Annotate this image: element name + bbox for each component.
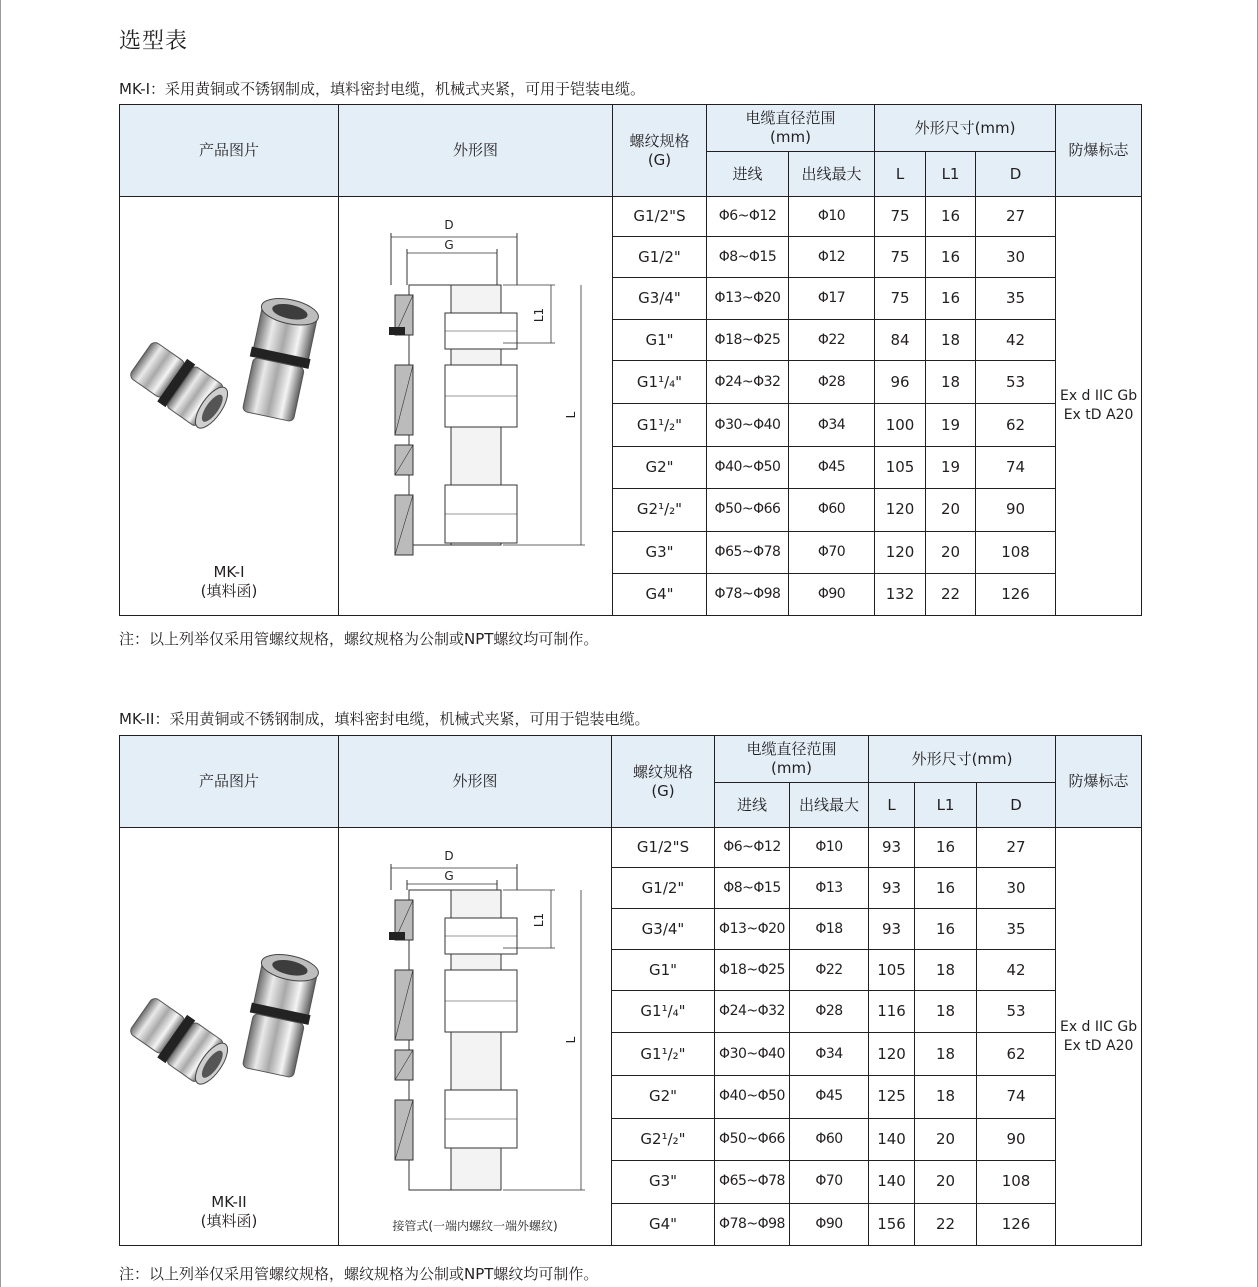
- cell-L: 120: [869, 1033, 915, 1075]
- header-L1: L1: [915, 783, 977, 828]
- cell-thread: G1/2"S: [613, 197, 707, 237]
- cell-L1: 19: [926, 446, 976, 488]
- cell-thread: G1/2": [612, 868, 715, 909]
- outline-drawing: [339, 197, 613, 615]
- cell-cable-in: Φ24~Φ32: [715, 991, 790, 1033]
- cell-thread: G3": [612, 1160, 715, 1203]
- cell-L1: 22: [926, 573, 976, 615]
- cell-L1: 18: [926, 320, 976, 361]
- cell-thread: G3/4": [613, 278, 707, 320]
- cell-cable-out: Φ10: [789, 197, 875, 237]
- table-2-note: 注：以上列举仅采用管螺纹规格，螺纹规格为公制或NPT螺纹均可制作。: [119, 1265, 599, 1283]
- cell-thread: G1": [612, 950, 715, 991]
- fitting-left: [126, 993, 234, 1091]
- cell-thread: G1¹/₄": [612, 991, 715, 1033]
- product-model: MK-I: [213, 563, 245, 581]
- cell-thread: G2": [612, 1075, 715, 1118]
- cell-D: 126: [977, 1203, 1056, 1245]
- header-thread: [613, 105, 707, 197]
- cell-L: 140: [869, 1160, 915, 1203]
- header-dimensions: 外形尺寸(mm): [869, 736, 1056, 783]
- cell-cable-out: Φ70: [789, 531, 875, 573]
- product-caption: [120, 563, 338, 601]
- cell-D: 62: [977, 1033, 1056, 1075]
- header-cable-in: 进线: [707, 152, 789, 197]
- fitting-left: [126, 337, 234, 435]
- product-photo-box: [120, 197, 338, 615]
- fitting-right: [238, 950, 321, 1079]
- product-model: MK-II: [211, 1193, 247, 1211]
- header-outline-drawing: 外形图: [339, 105, 613, 197]
- cell-D: 108: [977, 1160, 1056, 1203]
- cell-L: 93: [869, 828, 915, 868]
- cell-cable-in: Φ40~Φ50: [707, 446, 789, 488]
- cell-D: 27: [976, 197, 1056, 237]
- cell-cable-in: Φ13~Φ20: [707, 278, 789, 320]
- cell-cable-out: Φ12: [789, 237, 875, 278]
- header-cable-label: 电缆直径范围: [745, 109, 836, 127]
- cell-thread: G3": [613, 531, 707, 573]
- explosion-mark-cell: [1056, 197, 1142, 616]
- cell-L1: 18: [915, 1033, 977, 1075]
- dim-label-G: G: [444, 869, 454, 883]
- outline-drawing-box: [339, 197, 612, 615]
- header-product-photo: 产品图片: [120, 105, 339, 197]
- dim-label-L: L: [564, 1036, 578, 1044]
- cell-L1: 16: [926, 237, 976, 278]
- cell-L: 105: [875, 446, 926, 488]
- cell-L1: 20: [915, 1118, 977, 1160]
- cell-D: 30: [976, 237, 1056, 278]
- cell-L: 140: [869, 1118, 915, 1160]
- cell-thread: G4": [613, 573, 707, 615]
- cell-D: 42: [976, 320, 1056, 361]
- header-cable-unit: (mm): [771, 759, 812, 777]
- cell-L1: 18: [915, 1075, 977, 1118]
- cell-cable-out: Φ45: [790, 1075, 869, 1118]
- outline-drawing-cell: [339, 828, 612, 1246]
- header-thread-label: 螺纹规格: [632, 762, 693, 781]
- header-outline-drawing: 外形图: [339, 736, 612, 828]
- cell-D: 74: [977, 1075, 1056, 1118]
- dim-label-D: D: [444, 218, 454, 232]
- cell-thread: G2¹/₂": [612, 1118, 715, 1160]
- cell-L: 132: [875, 573, 926, 615]
- cell-L1: 16: [915, 868, 977, 909]
- cell-cable-out: Φ17: [789, 278, 875, 320]
- product-caption: [120, 1193, 338, 1231]
- cell-L: 125: [869, 1075, 915, 1118]
- header-cable-in: 进线: [715, 783, 790, 828]
- cell-cable-in: Φ40~Φ50: [715, 1075, 790, 1118]
- cell-cable-out: Φ10: [790, 828, 869, 868]
- dim-label-L1: L1: [532, 912, 546, 928]
- dim-label-D: D: [444, 849, 454, 863]
- cell-L1: 16: [926, 278, 976, 320]
- cell-cable-in: Φ78~Φ98: [715, 1203, 790, 1245]
- cell-D: 90: [976, 488, 1056, 531]
- cell-cable-out: Φ22: [789, 320, 875, 361]
- explosion-mark-line1: Ex d IIC Gb: [1059, 1018, 1138, 1035]
- cell-thread: G2¹/₂": [613, 488, 707, 531]
- cell-cable-out: Φ34: [789, 404, 875, 446]
- cell-thread: G4": [612, 1203, 715, 1245]
- cell-L: 75: [875, 278, 926, 320]
- explosion-mark-line2: Ex tD A20: [1063, 407, 1134, 423]
- header-cable-out: 出线最大: [790, 783, 869, 828]
- cell-cable-out: Φ18: [790, 909, 869, 950]
- cell-L: 120: [875, 488, 926, 531]
- header-dimensions: 外形尺寸(mm): [875, 105, 1056, 152]
- cell-L1: 18: [926, 361, 976, 404]
- cell-L: 96: [875, 361, 926, 404]
- cell-L1: 16: [915, 828, 977, 868]
- cell-D: 30: [977, 868, 1056, 909]
- cell-thread: G2": [613, 446, 707, 488]
- cell-L1: 19: [926, 404, 976, 446]
- cell-cable-out: Φ28: [790, 991, 869, 1033]
- cell-cable-in: Φ8~Φ15: [707, 237, 789, 278]
- table-row: [120, 197, 1142, 237]
- cell-thread: G1¹/₄": [613, 361, 707, 404]
- header-cable-out: 出线最大: [789, 152, 875, 197]
- cell-L: 93: [869, 868, 915, 909]
- product-photo: [120, 197, 339, 615]
- header-cable-diameter: [707, 105, 875, 152]
- header-D: D: [977, 783, 1056, 828]
- cell-cable-in: Φ8~Φ15: [715, 868, 790, 909]
- cell-cable-in: Φ30~Φ40: [707, 404, 789, 446]
- cell-thread: G1¹/₂": [612, 1033, 715, 1075]
- header-L: L: [875, 152, 926, 197]
- cell-D: 74: [976, 446, 1056, 488]
- cell-L1: 16: [926, 197, 976, 237]
- cell-cable-in: Φ50~Φ66: [715, 1118, 790, 1160]
- fitting-right: [238, 294, 321, 423]
- selection-table-1: [119, 104, 1142, 616]
- cell-D: 62: [976, 404, 1056, 446]
- header-thread-label: 螺纹规格: [629, 131, 690, 150]
- cell-D: 35: [976, 278, 1056, 320]
- cell-cable-in: Φ18~Φ25: [715, 950, 790, 991]
- cell-cable-in: Φ18~Φ25: [707, 320, 789, 361]
- cell-D: 53: [977, 991, 1056, 1033]
- explosion-mark-cell: [1056, 828, 1142, 1246]
- header-thread-unit: (G): [651, 781, 675, 800]
- cell-cable-out: Φ34: [790, 1033, 869, 1075]
- explosion-mark-line1: Ex d IIC Gb: [1059, 388, 1138, 404]
- cell-L: 75: [875, 237, 926, 278]
- drawing-caption: 接管式(一端内螺纹一端外螺纹): [392, 1219, 558, 1233]
- cell-cable-out: Φ45: [789, 446, 875, 488]
- table-1-note: 注：以上列举仅采用管螺纹规格，螺纹规格为公制或NPT螺纹均可制作。: [119, 630, 599, 648]
- cell-cable-in: Φ65~Φ78: [707, 531, 789, 573]
- header-L1: L1: [926, 152, 976, 197]
- table-2-description: MK-II：采用黄铜或不锈钢制成，填料密封电缆，机械式夹紧，可用于铠装电缆。: [119, 710, 650, 728]
- cell-L: 156: [869, 1203, 915, 1245]
- cell-cable-out: Φ13: [790, 868, 869, 909]
- cell-thread: G1/2": [613, 237, 707, 278]
- cell-L: 93: [869, 909, 915, 950]
- cell-D: 108: [976, 531, 1056, 573]
- dim-label-L1: L1: [532, 307, 546, 323]
- cell-L1: 18: [915, 991, 977, 1033]
- cell-D: 35: [977, 909, 1056, 950]
- cell-L: 120: [875, 531, 926, 573]
- explosion-mark-line2: Ex tD A20: [1063, 1037, 1134, 1054]
- cell-D: 126: [976, 573, 1056, 615]
- cell-L: 105: [869, 950, 915, 991]
- cell-D: 42: [977, 950, 1056, 991]
- cell-L1: 20: [915, 1160, 977, 1203]
- dim-label-L: L: [564, 411, 578, 419]
- table-1-description: MK-I：采用黄铜或不锈钢制成，填料密封电缆，机械式夹紧，可用于铠装电缆。: [119, 80, 646, 98]
- product-photo-box: [120, 828, 338, 1245]
- product-photo: [120, 828, 339, 1245]
- cell-L1: 22: [915, 1203, 977, 1245]
- cell-L: 75: [875, 197, 926, 237]
- outline-drawing-cell: [339, 197, 613, 616]
- cell-cable-in: Φ30~Φ40: [715, 1033, 790, 1075]
- outline-drawing-box: [339, 828, 611, 1245]
- header-D: D: [976, 152, 1056, 197]
- header-thread-unit: (G): [647, 150, 672, 169]
- product-type: (填料函): [200, 1212, 258, 1230]
- cell-cable-out: Φ22: [790, 950, 869, 991]
- cell-L: 100: [875, 404, 926, 446]
- outline-drawing: [339, 828, 612, 1245]
- header-cable-label: 电缆直径范围: [746, 740, 837, 758]
- product-photo-cell: [120, 197, 339, 616]
- product-photo-cell: [120, 828, 339, 1246]
- cell-cable-out: Φ70: [790, 1160, 869, 1203]
- table-row: [120, 828, 1142, 868]
- cell-D: 53: [976, 361, 1056, 404]
- cell-L1: 16: [915, 909, 977, 950]
- product-type: (填料函): [200, 582, 258, 600]
- header-explosion-mark: 防爆标志: [1056, 105, 1142, 197]
- header-product-photo: 产品图片: [120, 736, 339, 828]
- cell-cable-in: Φ65~Φ78: [715, 1160, 790, 1203]
- header-cable-diameter: [715, 736, 869, 783]
- dim-label-G: G: [444, 238, 454, 252]
- cell-thread: G3/4": [612, 909, 715, 950]
- header-cable-unit: (mm): [770, 128, 811, 146]
- cell-D: 27: [977, 828, 1056, 868]
- header-thread: [612, 736, 715, 828]
- header-explosion-mark: 防爆标志: [1056, 736, 1142, 828]
- cell-thread: G1": [613, 320, 707, 361]
- cell-cable-out: Φ90: [789, 573, 875, 615]
- cell-thread: G1/2"S: [612, 828, 715, 868]
- cell-thread: G1¹/₂": [613, 404, 707, 446]
- selection-table-2: [119, 735, 1142, 1246]
- cell-cable-out: Φ28: [789, 361, 875, 404]
- cell-L1: 20: [926, 531, 976, 573]
- cell-cable-in: Φ6~Φ12: [707, 197, 789, 237]
- cell-cable-in: Φ50~Φ66: [707, 488, 789, 531]
- cell-L: 84: [875, 320, 926, 361]
- cell-L1: 20: [926, 488, 976, 531]
- cell-cable-out: Φ90: [790, 1203, 869, 1245]
- cell-cable-in: Φ13~Φ20: [715, 909, 790, 950]
- header-L: L: [869, 783, 915, 828]
- cell-L1: 18: [915, 950, 977, 991]
- cell-cable-out: Φ60: [789, 488, 875, 531]
- cell-cable-in: Φ24~Φ32: [707, 361, 789, 404]
- cell-cable-in: Φ6~Φ12: [715, 828, 790, 868]
- cell-cable-out: Φ60: [790, 1118, 869, 1160]
- cell-L: 116: [869, 991, 915, 1033]
- page-title: 选型表: [119, 29, 189, 54]
- cell-cable-in: Φ78~Φ98: [707, 573, 789, 615]
- cell-D: 90: [977, 1118, 1056, 1160]
